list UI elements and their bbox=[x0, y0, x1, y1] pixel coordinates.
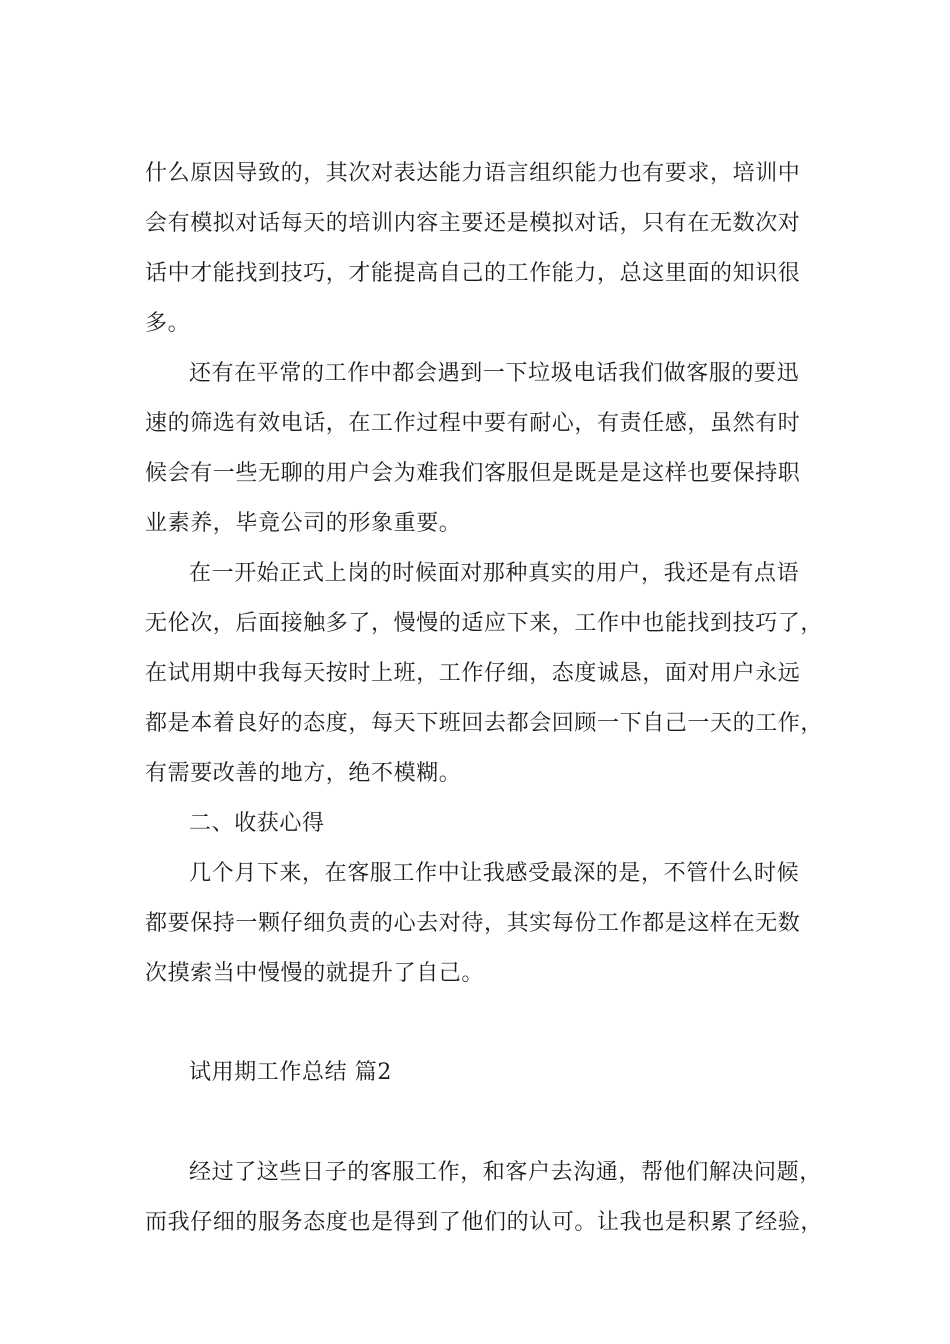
paragraph-1-line-4: 多。 bbox=[145, 311, 191, 336]
paragraph-5-line-2: 而我仔细的服务态度也是得到了他们的认可。让我也是积累了经验， bbox=[145, 1210, 824, 1235]
paragraph-2-line-3: 候会有一些无聊的用户会为难我们客服但是既是是这样也要保持职 bbox=[145, 461, 801, 486]
paragraph-5-line-1: 经过了这些日子的客服工作，和客户去沟通，帮他们解决问题， bbox=[189, 1160, 822, 1185]
paragraph-4-line-3: 次摸索当中慢慢的就提升了自己。 bbox=[145, 961, 485, 986]
paragraph-3-line-2: 无伦次，后面接触多了，慢慢的适应下来，工作中也能找到技巧了， bbox=[145, 611, 824, 636]
section-heading-gains: 二、收获心得 bbox=[189, 811, 325, 836]
paragraph-1-line-1: 什么原因导致的，其次对表达能力语言组织能力也有要求，培训中 bbox=[145, 161, 801, 186]
paragraph-2-line-4: 业素养，毕竟公司的形象重要。 bbox=[145, 511, 462, 536]
paragraph-3-line-5: 有需要改善的地方，绝不模糊。 bbox=[145, 761, 462, 786]
paragraph-1-line-2: 会有模拟对话每天的培训内容主要还是模拟对话，只有在无数次对 bbox=[145, 211, 801, 236]
paragraph-1-line-3: 话中才能找到技巧，才能提高自己的工作能力，总这里面的知识很 bbox=[145, 261, 801, 286]
paragraph-2-line-2: 速的筛选有效电话，在工作过程中要有耐心，有责任感，虽然有时 bbox=[145, 411, 801, 436]
paragraph-4-line-2: 都要保持一颗仔细负责的心去对待，其实每份工作都是这样在无数 bbox=[145, 911, 801, 936]
paragraph-4-line-1: 几个月下来，在客服工作中让我感受最深的是，不管什么时候 bbox=[189, 861, 800, 886]
paragraph-3-line-3: 在试用期中我每天按时上班，工作仔细，态度诚恳，面对用户永远 bbox=[145, 661, 801, 686]
paragraph-3-line-4: 都是本着良好的态度，每天下班回去都会回顾一下自己一天的工作， bbox=[145, 711, 824, 736]
paragraph-2-line-1: 还有在平常的工作中都会遇到一下垃圾电话我们做客服的要迅 bbox=[189, 361, 800, 386]
paragraph-3-line-1: 在一开始正式上岗的时候面对那种真实的用户，我还是有点语 bbox=[189, 561, 800, 586]
section-title: 试用期工作总结 篇2 bbox=[189, 1060, 392, 1085]
